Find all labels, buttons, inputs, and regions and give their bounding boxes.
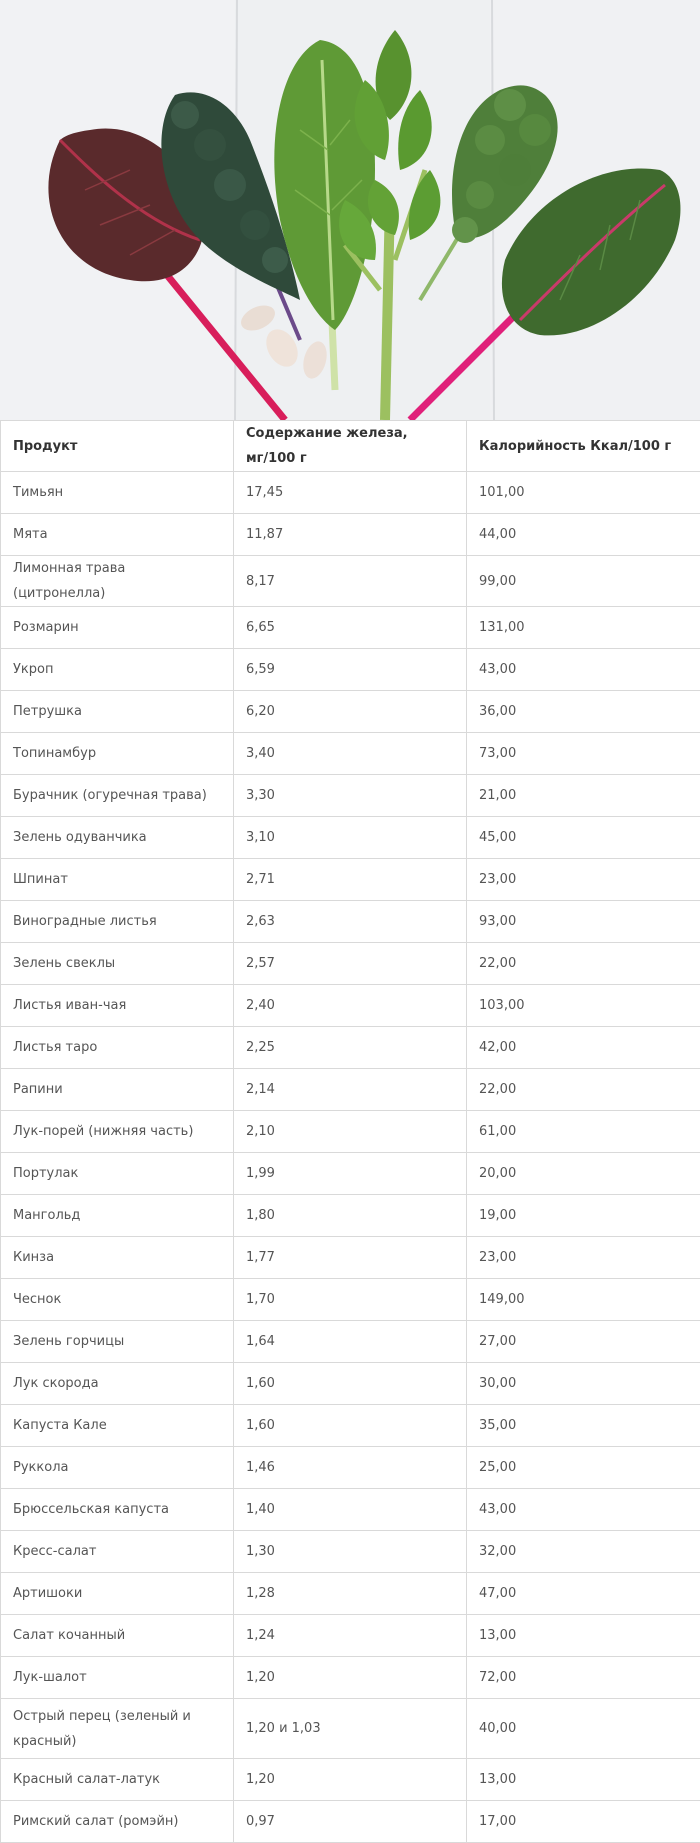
cell-iron: 2,40 <box>234 985 467 1027</box>
table-row <box>1 691 700 733</box>
cell-product: Розмарин <box>1 607 234 649</box>
table-row <box>1 1111 700 1153</box>
cell-iron: 1,30 <box>234 1531 467 1573</box>
cell-iron: 2,10 <box>234 1111 467 1153</box>
cell-calories: 22,00 <box>467 943 700 985</box>
cell-product: Виноградные листья <box>1 901 234 943</box>
header-iron: Содержание железа, мг/100 г <box>234 421 467 472</box>
cell-calories: 23,00 <box>467 1237 700 1279</box>
cell-calories: 101,00 <box>467 472 700 514</box>
cell-iron: 6,65 <box>234 607 467 649</box>
cell-product: Укроп <box>1 649 234 691</box>
table-row <box>1 1699 700 1759</box>
header-product: Продукт <box>1 421 234 472</box>
cell-product: Шпинат <box>1 859 234 901</box>
cell-calories: 35,00 <box>467 1405 700 1447</box>
cell-calories: 17,00 <box>467 1801 700 1843</box>
cell-iron: 3,40 <box>234 733 467 775</box>
cell-iron: 2,63 <box>234 901 467 943</box>
cell-product: Топинамбур <box>1 733 234 775</box>
cell-calories: 47,00 <box>467 1573 700 1615</box>
cell-iron: 1,46 <box>234 1447 467 1489</box>
cell-product: Салат кочанный <box>1 1615 234 1657</box>
cell-iron: 8,17 <box>234 556 467 607</box>
cell-product: Листья иван-чая <box>1 985 234 1027</box>
hero-image <box>0 0 700 420</box>
cell-calories: 25,00 <box>467 1447 700 1489</box>
iron-content-table <box>0 420 700 1843</box>
cell-calories: 43,00 <box>467 649 700 691</box>
cell-product: Лук скорода <box>1 1363 234 1405</box>
table-row <box>1 1195 700 1237</box>
cell-calories: 30,00 <box>467 1363 700 1405</box>
cell-iron: 1,20 <box>234 1657 467 1699</box>
table-row <box>1 1405 700 1447</box>
cell-product: Петрушка <box>1 691 234 733</box>
cell-iron: 6,59 <box>234 649 467 691</box>
table-row <box>1 985 700 1027</box>
cell-iron: 1,70 <box>234 1279 467 1321</box>
table-row <box>1 1801 700 1843</box>
cell-calories: 13,00 <box>467 1759 700 1801</box>
table-row <box>1 1531 700 1573</box>
table-row <box>1 1363 700 1405</box>
cell-product: Капуста Кале <box>1 1405 234 1447</box>
cell-calories: 149,00 <box>467 1279 700 1321</box>
iron-content-table-wrap <box>0 420 700 1843</box>
cell-product: Зелень свеклы <box>1 943 234 985</box>
table-header-row <box>1 421 700 472</box>
cell-iron: 2,71 <box>234 859 467 901</box>
cell-calories: 93,00 <box>467 901 700 943</box>
table-row <box>1 943 700 985</box>
table-row <box>1 859 700 901</box>
table-row <box>1 1615 700 1657</box>
cell-calories: 22,00 <box>467 1069 700 1111</box>
cell-iron: 1,28 <box>234 1573 467 1615</box>
cell-calories: 131,00 <box>467 607 700 649</box>
cell-calories: 13,00 <box>467 1615 700 1657</box>
table-row <box>1 1027 700 1069</box>
cell-calories: 21,00 <box>467 775 700 817</box>
table-row <box>1 1657 700 1699</box>
cell-product: Тимьян <box>1 472 234 514</box>
cell-product: Бурачник (огуречная трава) <box>1 775 234 817</box>
cell-product: Артишоки <box>1 1573 234 1615</box>
table-row <box>1 817 700 859</box>
cell-product: Лук-шалот <box>1 1657 234 1699</box>
table-row <box>1 1759 700 1801</box>
cell-iron: 1,80 <box>234 1195 467 1237</box>
table-row <box>1 1237 700 1279</box>
cell-calories: 32,00 <box>467 1531 700 1573</box>
cell-product: Листья таро <box>1 1027 234 1069</box>
cell-calories: 19,00 <box>467 1195 700 1237</box>
cell-iron: 17,45 <box>234 472 467 514</box>
cell-product: Зелень горчицы <box>1 1321 234 1363</box>
cell-iron: 3,30 <box>234 775 467 817</box>
cell-iron: 2,25 <box>234 1027 467 1069</box>
table-row <box>1 775 700 817</box>
table-row <box>1 1489 700 1531</box>
cell-calories: 27,00 <box>467 1321 700 1363</box>
cell-calories: 23,00 <box>467 859 700 901</box>
cell-calories: 61,00 <box>467 1111 700 1153</box>
cell-calories: 103,00 <box>467 985 700 1027</box>
cell-calories: 44,00 <box>467 514 700 556</box>
table-row <box>1 1153 700 1195</box>
cell-iron: 1,60 <box>234 1405 467 1447</box>
cell-product: Лимонная трава (цитронелла) <box>1 556 234 607</box>
cell-iron: 1,24 <box>234 1615 467 1657</box>
cell-iron: 0,97 <box>234 1801 467 1843</box>
cell-product: Лук-порей (нижняя часть) <box>1 1111 234 1153</box>
cell-calories: 99,00 <box>467 556 700 607</box>
table-body <box>1 472 700 1843</box>
table-row <box>1 901 700 943</box>
table-row <box>1 649 700 691</box>
cell-calories: 43,00 <box>467 1489 700 1531</box>
cell-product: Мангольд <box>1 1195 234 1237</box>
header-calories: Калорийность Ккал/100 г <box>467 421 700 472</box>
table-row <box>1 514 700 556</box>
cell-calories: 42,00 <box>467 1027 700 1069</box>
cell-iron: 6,20 <box>234 691 467 733</box>
cell-iron: 2,57 <box>234 943 467 985</box>
cell-iron: 1,40 <box>234 1489 467 1531</box>
cell-calories: 72,00 <box>467 1657 700 1699</box>
cell-iron: 1,99 <box>234 1153 467 1195</box>
cell-iron: 1,60 <box>234 1363 467 1405</box>
table-row <box>1 556 700 607</box>
cell-calories: 73,00 <box>467 733 700 775</box>
cell-calories: 45,00 <box>467 817 700 859</box>
cell-calories: 36,00 <box>467 691 700 733</box>
table-row <box>1 733 700 775</box>
cell-product: Мята <box>1 514 234 556</box>
cell-iron: 3,10 <box>234 817 467 859</box>
cell-iron: 1,20 и 1,03 <box>234 1699 467 1759</box>
cell-iron: 1,20 <box>234 1759 467 1801</box>
cell-product: Кресс-салат <box>1 1531 234 1573</box>
greens-illustration <box>0 0 700 420</box>
cell-calories: 40,00 <box>467 1699 700 1759</box>
table-row <box>1 607 700 649</box>
cell-product: Римский салат (ромэйн) <box>1 1801 234 1843</box>
cell-product: Руккола <box>1 1447 234 1489</box>
cell-product: Красный салат-латук <box>1 1759 234 1801</box>
cell-product: Зелень одуванчика <box>1 817 234 859</box>
cell-product: Чеснок <box>1 1279 234 1321</box>
cell-iron: 1,77 <box>234 1237 467 1279</box>
table-row <box>1 472 700 514</box>
table-row <box>1 1069 700 1111</box>
table-row <box>1 1447 700 1489</box>
cell-product: Брюссельская капуста <box>1 1489 234 1531</box>
cell-iron: 1,64 <box>234 1321 467 1363</box>
cell-product: Рапини <box>1 1069 234 1111</box>
cell-iron: 11,87 <box>234 514 467 556</box>
cell-iron: 2,14 <box>234 1069 467 1111</box>
cell-product: Портулак <box>1 1153 234 1195</box>
table-row <box>1 1279 700 1321</box>
cell-product: Острый перец (зеленый и красный) <box>1 1699 234 1759</box>
table-row <box>1 1573 700 1615</box>
table-row <box>1 1321 700 1363</box>
cell-calories: 20,00 <box>467 1153 700 1195</box>
cell-product: Кинза <box>1 1237 234 1279</box>
